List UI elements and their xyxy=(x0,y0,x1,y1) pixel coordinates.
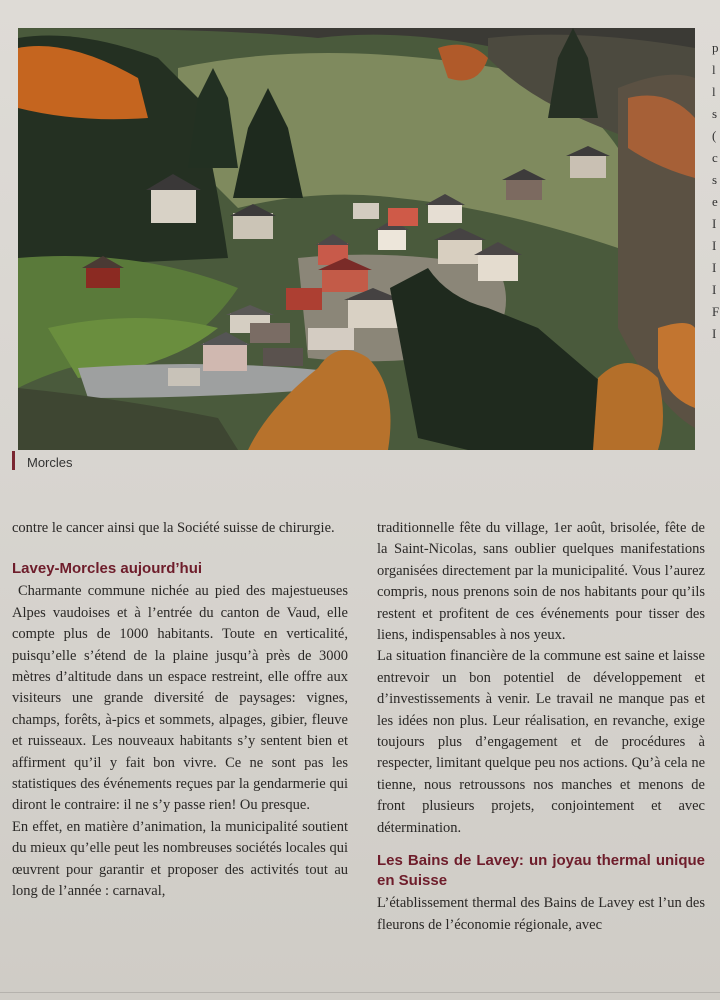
paragraph: La situation financière de la commune est saine et laisse entrevoir un bon potentiel de développement et d’investissements à venir. Le travail ne manque pas et les idées non plus. Leur réalisation, en revanche, exige toujours plus d’engagement et de procédures à respecter, limitant quelque peu nos actions. Qu’à cela ne tienne, nous retroussons nos manches et menons de front plusieurs projets, conjointement et avec détermination. xyxy=(377,648,705,836)
cropped-letter: e xyxy=(712,194,718,209)
cropped-letter: c xyxy=(712,150,718,165)
right-column xyxy=(377,518,705,936)
village-photo xyxy=(18,28,695,450)
cropped-letter: p xyxy=(712,40,719,55)
photo-caption: Morcles xyxy=(27,455,73,470)
cropped-letter: I xyxy=(712,238,717,253)
cropped-letter: ( xyxy=(712,128,717,143)
caption-accent-bar xyxy=(12,451,15,470)
intro-paragraph: contre le cancer ainsi que la Société suisse de chirurgie. xyxy=(12,520,335,536)
cropped-letter: l xyxy=(712,62,716,77)
paragraph: En effet, en matière d’animation, la municipalité soutient du mieux qu’elle peut les nombreuses sociétés locales qui œuvrent pour garantir et proposer des activités tout au long de l’année : carnaval, xyxy=(12,818,348,900)
cropped-letter: I xyxy=(712,282,717,297)
cropped-letter: s xyxy=(712,106,718,121)
cropped-letter: l xyxy=(712,84,716,99)
cropped-letter: I xyxy=(712,260,717,275)
section-heading-lavey-morcles: Lavey-Morcles aujourd’hui xyxy=(12,560,203,578)
page-bottom-rule xyxy=(0,992,720,993)
cropped-letter: I xyxy=(712,216,717,231)
cropped-letter: F xyxy=(712,304,720,319)
left-column xyxy=(12,518,348,903)
cropped-adjacent-column xyxy=(712,40,720,360)
section-heading-bains-de-lavey: Les Bains de Lavey: un joyau thermal unique en Suisse xyxy=(377,852,705,890)
cropped-letter: s xyxy=(712,172,718,187)
morcles-village-illustration xyxy=(18,28,695,450)
paragraph: Charmante commune nichée au pied des majestueuses Alpes vaudoises et à l’entrée du canton de Vaud, elle compte plus de 1000 habitants. Toute en verticalité, puisqu’elle s’étend de la plaine jusqu’à près de 3000 mètres d’altitude dans un espace restreint, elle offre aux visiteurs une grande diversité de paysages: vignes, champs, forêts, à-pics et sommets, alpages, gibier, fleuve et ruisseaux. Les nouveaux habitants s’y sentent bien et affirment qu’il y fait bon vivre. Ce ne sont pas les statistiques des événements reçues par la gendarmerie qui diront le contraire: il ne s’y passe rien! Ou presque. xyxy=(12,583,348,814)
paragraph: L’établissement thermal des Bains de Lavey est l’un des fleurons de l’économie régionale, avec xyxy=(377,895,705,933)
cropped-letter: I xyxy=(712,326,717,341)
paragraph: traditionnelle fête du village, 1er août, brisolée, fête de la Saint-Nicolas, sans oublier quelques manifestations organisées directement par la municipalité. Vous l’aurez compris, nous prenons soin de nos habitants pour qu’ils restent et profitent de ces événements pour tisser des liens, indispensables à nos yeux. xyxy=(377,520,705,644)
